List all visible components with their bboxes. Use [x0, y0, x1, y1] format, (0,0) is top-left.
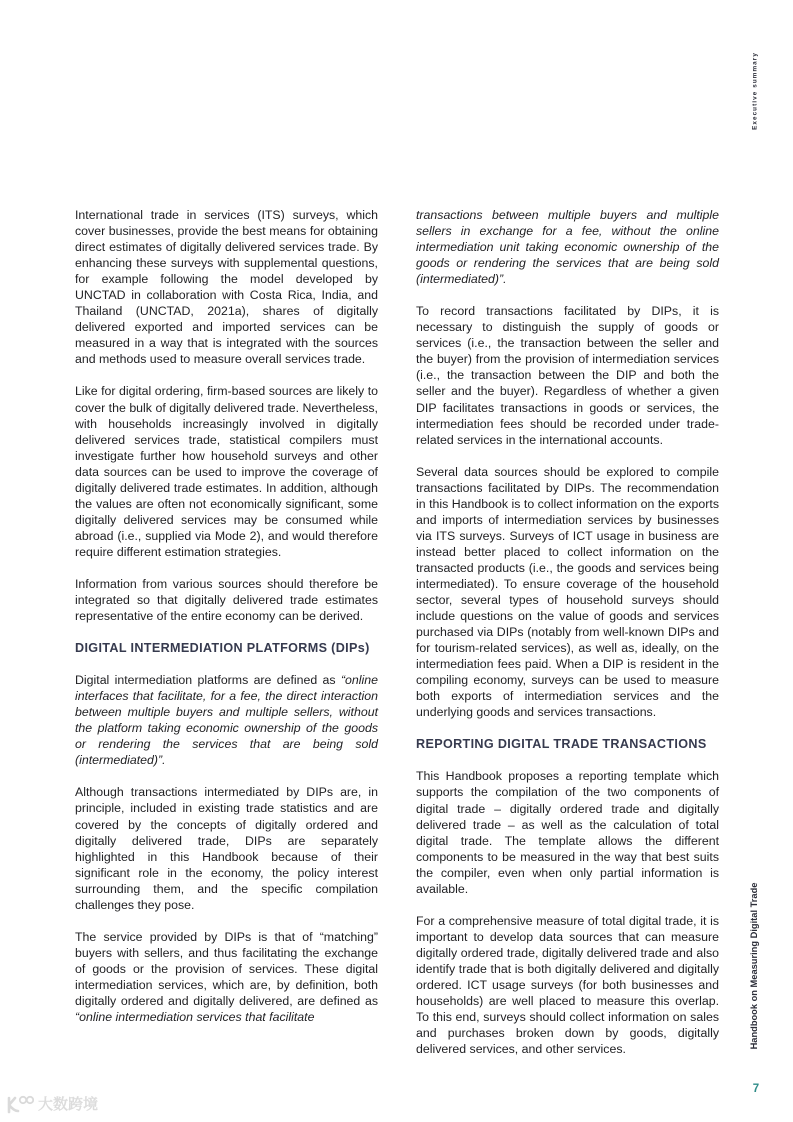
heading-reporting: REPORTING DIGITAL TRADE TRANSACTIONS — [416, 737, 707, 752]
paragraph-dip-definition — [75, 672, 378, 768]
watermark — [6, 1093, 98, 1114]
section-label-text: Executive summary — [751, 52, 759, 130]
paragraph-data-sources: Several data sources should be explored to compile transactions facilitated by DIPs. The recommendation in this Handbook is to collect information on the exports and imports of intermediation services by businesses via ITS surveys. Surveys of ICT usage in business are instead better placed to collect information on the transacted products (i.e., the goods and services being intermediated). To ensure coverage of the household sector, several types of household surveys should include questions on the value of goods and services purchased via DIPs (notably from well-known DIPs and for tourism-related services), as well as, ideally, on the intermediation fees paid. When a DIP is resident in the compiling economy, surveys can be used to measure both exports of intermediation services and the underlying goods and services transactions. — [416, 464, 719, 720]
paragraph-its-surveys: International trade in services (ITS) surveys, which cover businesses, provide the best means for obtaining direct estimates of digitally delivered services trade. By enhancing these surveys with supplemental questions, for example following the model developed by UNCTAD in collaboration with Costa Rica, India, and Thailand (UNCTAD, 2021a), shares of digitally delivered exported and imported services can be measured in a way that is integrated with the sources and methods used to measure overall services trade. — [75, 208, 378, 367]
section-label — [749, 48, 761, 134]
dip-definition-quote: “online interfaces that facilitate, for a fee, the direct interaction between multiple buyers and multiple sellers, without the platform taking economic ownership of the goods or rendering the services that are being sold (intermediated)”. — [75, 673, 378, 768]
paragraph-household-coverage: Like for digital ordering, firm-based sources are likely to cover the bulk of digitally delivered trade. Nevertheless, with households increasingly involved in digitally delivered services trade, statistical compilers must investigate further how household surveys and other data sources can be used to improve the coverage of digitally delivered trade estimates. In addition, although the values are often not economically significant, some digitally delivered services may be consumed while abroad (i.e., supplied via Mode 2), and would therefore require different estimation strategies. — [75, 384, 378, 559]
heading-dips: DIGITAL INTERMEDIATION PLATFORMS (DIPs) — [75, 641, 370, 656]
paragraph-dip-service-quote-end: transactions between multiple buyers and multiple sellers in exchange for a fee, without the online intermediation unit taking economic ownership of the goods or rendering the services that are being sold (intermediated)”. — [416, 208, 719, 287]
dip-service-quote-start: “online intermediation services that facilitate — [75, 1010, 315, 1025]
dip-definition-lead: Digital intermediation platforms are defined as — [75, 673, 341, 688]
paragraph-dips-highlighted: Although transactions intermediated by DIPs are, in principle, included in existing trade statistics and are covered by the concepts of digitally ordered and digitally delivered trade, DIPs are separately highlighted in this Handbook because of their significant role in the economy, the policy interest surrounding them, and the specific compilation challenges they pose. — [75, 785, 378, 912]
paragraph-recording-transactions: To record transactions facilitated by DIPs, it is necessary to distinguish the supply of goods or services (i.e., the transaction between the seller and the buyer) from the provision of intermediation services (i.e., the transaction between the DIP and both the seller and the buyer). Regardless of whether a given DIP facilitates transactions in goods or services, the intermediation fees should be recorded under trade-related services in the international accounts. — [416, 304, 719, 447]
watermark-logo-icon — [6, 1094, 34, 1114]
dip-service-lead: The service provided by DIPs is that of “matching” buyers with sellers, and thus facilitating the exchange of goods or the provision of services. These digital intermediation services, which are, by definition, both digitally ordered and digitally delivered, are defined as — [75, 929, 378, 1008]
book-title — [747, 878, 761, 1054]
paragraph-reporting-template: This Handbook proposes a reporting template which supports the compilation of the two components of digital trade – digitally ordered trade and digitally delivered trade – as well as the calculation of total digital trade. The template allows the different components to be measured in the way that best suits the compiler, even when only partial information is available. — [416, 769, 719, 896]
paragraph-comprehensive-measure: For a comprehensive measure of total digital trade, it is important to develop data sources that can measure digitally ordered trade, digitally delivered trade and also identify trade that is both digitally delivered and digitally ordered. ICT usage surveys (for both businesses and households) are well placed to measure this overlap. To this end, surveys should collect information on sales and purchases broken down by goods, digitally delivered services, and other services. — [416, 913, 719, 1057]
book-title-text: Handbook on Measuring Digital Trade — [749, 882, 759, 1050]
left-column — [75, 207, 378, 1041]
paragraph-dip-service — [75, 929, 378, 1025]
right-column — [416, 207, 719, 1073]
watermark-text: 大数跨境 — [38, 1096, 99, 1113]
page-number: 7 — [752, 1083, 760, 1095]
paragraph-integration: Information from various sources should therefore be integrated so that digitally delivered trade estimates representative of the entire economy can be derived. — [75, 576, 378, 624]
